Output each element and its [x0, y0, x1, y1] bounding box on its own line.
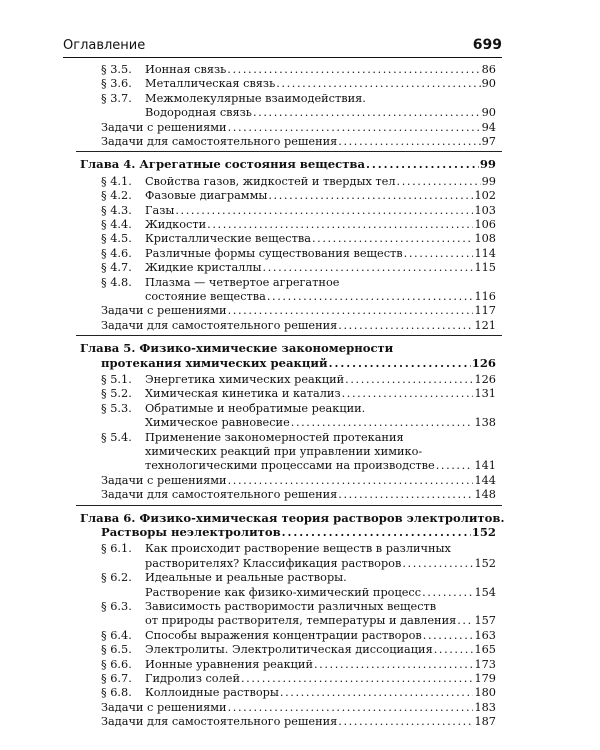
section-number: § 5.3. — [101, 401, 132, 415]
toc-line — [145, 290, 496, 304]
entry-page: 154 — [474, 585, 496, 599]
section-number: § 4.7. — [101, 261, 132, 275]
section-number: § 4.3. — [101, 203, 132, 217]
section-number: § 3.7. — [101, 91, 132, 105]
entry-title: Химическое равновесие — [145, 416, 290, 430]
entry-page: 138 — [474, 416, 496, 430]
entry-page: 131 — [474, 387, 496, 401]
entry-page: 126 — [474, 373, 496, 386]
entry-title: Межмолекулярные взаимодействия. — [145, 91, 366, 105]
entry-title: технологическими процессами на производстве — [145, 459, 435, 473]
entry-page: 99 — [479, 157, 496, 172]
entry-title: Свойства газов, жидкостей и твердых тел — [145, 174, 396, 188]
dot-leader — [227, 63, 480, 77]
entry-title: Жидкие кристаллы — [145, 261, 262, 275]
dot-leader — [291, 416, 474, 430]
entry-page: 187 — [474, 715, 496, 729]
entry-title: Энергетика химических реакций — [145, 373, 345, 386]
toc-line — [101, 121, 496, 135]
toc-line — [145, 658, 496, 672]
entry-title: Металлическая связь — [145, 77, 276, 91]
dot-leader — [422, 586, 473, 600]
entry-page: 163 — [474, 628, 496, 642]
toc-line — [145, 459, 496, 473]
dot-leader — [228, 121, 481, 135]
entry-page: 90 — [481, 77, 496, 91]
entry-page: 141 — [474, 459, 496, 473]
section-number: § 3.5. — [101, 63, 132, 76]
dot-leader — [276, 77, 480, 91]
entry-title: Кристаллические вещества — [145, 232, 311, 246]
page-number: 699 — [472, 37, 502, 53]
entry-page: 179 — [474, 672, 496, 685]
dot-leader — [338, 715, 473, 729]
section-number: § 4.1. — [101, 174, 132, 188]
dot-leader — [282, 525, 471, 539]
entry-title: Задачи для самостоятельного решения — [101, 488, 338, 502]
entry-page: 115 — [474, 261, 496, 275]
entry-page: 117 — [474, 304, 496, 318]
toc-line — [101, 715, 496, 729]
entry-title: Водородная связь — [145, 106, 252, 120]
dot-leader — [263, 261, 474, 275]
dot-leader — [329, 356, 471, 370]
chapter-rule — [76, 505, 502, 506]
entry-page: 148 — [474, 488, 496, 502]
toc-line — [101, 356, 496, 370]
entry-title: Задачи для самостоятельного решения — [101, 715, 338, 729]
dot-leader — [404, 247, 474, 261]
entry-title: Гидролиз солей — [145, 672, 240, 685]
entry-title: Задачи с решениями — [101, 473, 227, 487]
entry-title: Жидкости — [145, 218, 207, 231]
section-number: § 4.6. — [101, 246, 132, 260]
section-number: § 6.1. — [101, 542, 132, 556]
toc-line — [101, 135, 496, 149]
toc-line — [145, 557, 496, 571]
toc-line — [145, 614, 496, 628]
dot-leader — [338, 488, 473, 502]
entry-page: 126 — [471, 355, 496, 370]
section-number: § 4.2. — [101, 189, 132, 203]
dot-leader — [268, 189, 473, 203]
entry-title: Ионные уравнения реакций — [145, 657, 313, 671]
entry-title: растворителях? Классификация растворов — [145, 556, 402, 570]
entry-title: Глава 4. Агрегатные состояния вещества — [80, 157, 365, 172]
dot-leader — [434, 643, 474, 657]
entry-title: Зависимость растворимости различных веществ — [145, 600, 437, 613]
dot-leader — [312, 232, 473, 246]
entry-page: 108 — [474, 232, 496, 246]
entry-page: 86 — [481, 63, 496, 76]
toc-line — [145, 106, 496, 120]
toc-line — [145, 261, 496, 275]
entry-title: Растворение как физико-химический процесс — [145, 585, 422, 599]
entry-title: Способы выражения концентрации растворов — [145, 628, 422, 642]
entry-title: Газы — [145, 203, 175, 217]
chapter-rule — [76, 151, 502, 152]
toc-line — [101, 701, 496, 715]
dot-leader — [280, 686, 474, 700]
dot-leader — [338, 319, 473, 333]
toc-line — [145, 204, 496, 218]
toc-line — [145, 416, 496, 430]
section-number: § 4.5. — [101, 232, 132, 246]
entry-title: Применение закономерностей протекания — [145, 430, 404, 444]
dot-leader — [366, 157, 479, 171]
toc-line — [145, 218, 496, 232]
dot-leader — [175, 204, 473, 218]
toc-line — [145, 629, 496, 643]
dot-leader — [314, 658, 473, 672]
section-number: § 5.4. — [101, 430, 132, 444]
entry-title: Плазма — четвертое агрегатное — [145, 275, 340, 289]
entry-title: Глава 5. Физико-химические закономерности — [80, 341, 394, 356]
entry-title: Задачи для самостоятельного решения — [101, 135, 338, 148]
entry-page: 97 — [481, 135, 496, 148]
entry-title: Обратимые и необратимые реакции. — [145, 401, 366, 415]
section-number: § 5.1. — [101, 373, 132, 386]
entry-title: Задачи с решениями — [101, 304, 227, 318]
entry-page: 157 — [474, 614, 496, 628]
entry-title: Как происходит растворение веществ в различных — [145, 542, 451, 556]
entry-title: от природы растворителя, температуры и давления — [145, 614, 457, 628]
toc-line — [145, 373, 496, 387]
toc-line — [101, 474, 496, 488]
section-number: § 6.2. — [101, 571, 132, 585]
toc-line — [101, 488, 496, 502]
entry-page: 90 — [481, 106, 496, 120]
dot-leader — [457, 614, 473, 628]
section-number: § 3.6. — [101, 77, 132, 91]
entry-page: 165 — [474, 643, 496, 657]
section-number: § 5.2. — [101, 387, 132, 401]
toc-line — [145, 247, 496, 261]
entry-page: 173 — [474, 657, 496, 671]
entry-title: состояние вещества — [145, 290, 266, 303]
toc-line — [145, 175, 496, 189]
toc-line — [145, 63, 496, 77]
entry-page: 144 — [474, 473, 496, 487]
entry-title: Химическая кинетика и катализ — [145, 387, 341, 401]
entry-title: Растворы неэлектролитов — [101, 525, 281, 539]
entry-title: Идеальные и реальные растворы. — [145, 571, 347, 585]
toc-line — [145, 232, 496, 246]
entry-title: протекания химических реакций — [101, 355, 328, 370]
section-number: § 6.6. — [101, 657, 132, 671]
dot-leader — [207, 218, 473, 232]
entry-title: Задачи для самостоятельного решения — [101, 318, 338, 332]
entry-page: 114 — [474, 246, 496, 260]
section-number: § 6.7. — [101, 672, 132, 685]
entry-page: 94 — [481, 120, 496, 134]
section-number: § 6.4. — [101, 628, 132, 642]
dot-leader — [267, 290, 474, 304]
entry-title: химических реакций при управлении химико- — [145, 445, 423, 458]
dot-leader — [397, 175, 481, 189]
entry-title: Задачи с решениями — [101, 700, 227, 714]
dot-leader — [228, 701, 474, 715]
dot-leader — [436, 459, 474, 473]
toc-line — [145, 686, 496, 700]
dot-leader — [253, 106, 481, 120]
dot-leader — [345, 373, 473, 387]
running-title: Оглавление — [63, 38, 146, 53]
dot-leader — [342, 387, 474, 401]
entry-page: 103 — [474, 203, 496, 217]
toc-line — [101, 319, 496, 333]
entry-page: 116 — [474, 290, 496, 303]
entry-title: Глава 6. Физико-химическая теория растворов электролитов. — [80, 510, 505, 525]
dot-leader — [402, 557, 473, 571]
entry-page: 106 — [474, 218, 496, 231]
toc-line — [145, 77, 496, 91]
entry-title: Коллоидные растворы — [145, 686, 279, 700]
dot-leader — [241, 672, 473, 686]
entry-page: 102 — [474, 189, 496, 203]
toc-line — [145, 189, 496, 203]
dot-leader — [338, 135, 480, 149]
entry-title: Электролиты. Электролитическая диссоциация — [145, 643, 433, 657]
entry-page: 152 — [474, 556, 496, 570]
entry-page: 152 — [471, 525, 496, 539]
dot-leader — [423, 629, 474, 643]
entry-page: 121 — [474, 318, 496, 332]
toc-line — [145, 586, 496, 600]
entry-title: Различные формы существования веществ — [145, 246, 403, 260]
entry-title: Ионная связь — [145, 63, 227, 76]
entry-page: 183 — [474, 700, 496, 714]
entry-title: Фазовые диаграммы — [145, 189, 268, 203]
section-number: § 6.8. — [101, 686, 132, 700]
entry-page: 180 — [474, 686, 496, 700]
toc-line — [101, 304, 496, 318]
section-number: § 6.3. — [101, 600, 132, 613]
toc-line — [145, 643, 496, 657]
entry-page: 99 — [481, 174, 496, 188]
toc-line — [145, 672, 496, 686]
toc-line — [101, 525, 496, 539]
toc-line — [145, 387, 496, 401]
section-number: § 6.5. — [101, 643, 132, 657]
dot-leader — [228, 304, 474, 318]
section-number: § 4.4. — [101, 218, 132, 231]
section-number: § 4.8. — [101, 275, 132, 289]
entry-title: Задачи с решениями — [101, 120, 227, 134]
chapter-rule — [76, 335, 502, 336]
toc-line — [80, 157, 496, 171]
dot-leader — [228, 474, 474, 488]
